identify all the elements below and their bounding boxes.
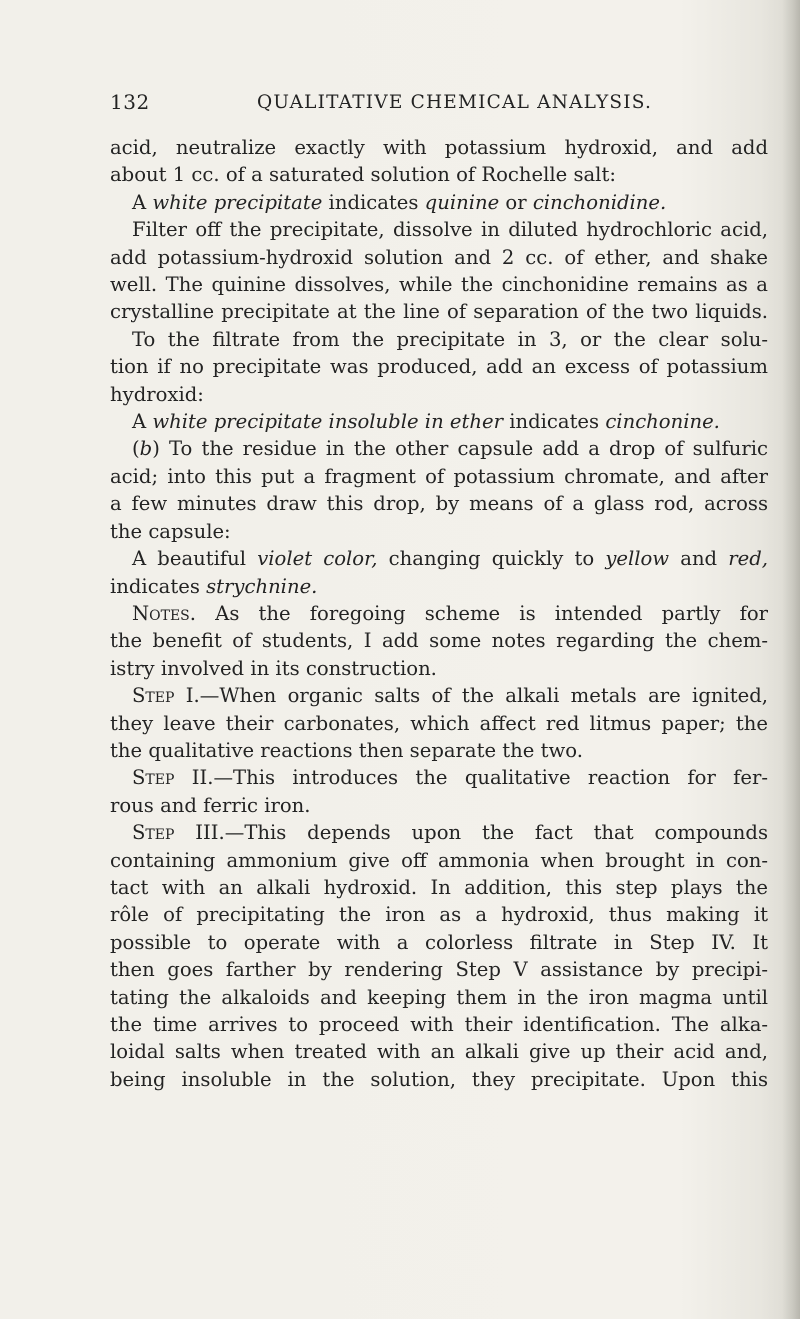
text-line: tion if no precipitate was produced, add an excess of potassium [110,355,768,379]
text-line: A beautiful violet color, changing quickly to yellow and red, [132,547,768,571]
text-line: then goes farther by rendering Step V assistance by precipi- [110,958,768,982]
text-line: tating the alkaloids and keeping them in the iron magma until [110,985,768,1009]
text-line: rous and ferric iron. [110,793,311,817]
text-line: indicates strychnine. [110,574,318,598]
running-head: QUALITATIVE CHEMICAL ANALYSIS. [257,92,653,113]
text-line: about 1 cc. of a saturated solution of Rochelle salt: [110,163,616,187]
text-line: (b) To the residue in the other capsule add a drop of sulfuric [132,437,768,461]
text-line: A white precipitate indicates quinine or cinchonidine. [132,190,667,214]
text-line: add potassium-hydroxid solution and 2 cc. of ether, and shake [110,245,768,269]
page-edge-shadow [782,0,800,1319]
text-line: they leave their carbonates, which affect red litmus paper; the [110,711,768,735]
text-line: A white precipitate insoluble in ether indicates cinchonine. [132,410,720,434]
text-line: Step III.—This depends upon the fact that compounds [132,821,768,845]
page-header [110,90,770,122]
text-line: loidal salts when treated with an alkali give up their acid and, [110,1040,768,1064]
text-line: the benefit of students, I add some notes regarding the chem- [110,629,768,653]
text-line: hydroxid: [110,382,204,406]
text-line: acid, neutralize exactly with potassium hydroxid, and add [110,136,768,159]
page-number: 132 [110,90,150,114]
text-line: well. The quinine dissolves, while the cinchonidine remains as a [110,273,768,297]
text-line: tact with an alkali hydroxid. In addition, this step plays the [110,875,768,899]
body-text [110,134,768,1093]
text-line: Step II.—This introduces the qualitative reaction for fer- [132,766,768,790]
text-line: acid; into this put a fragment of potassium chromate, and after [110,464,768,488]
text-line: the time arrives to proceed with their identification. The alka- [110,1013,768,1036]
text-line: possible to operate with a colorless filtrate in Step IV. It [110,930,768,954]
text-line: rôle of precipitating the iron as a hydroxid, thus making it [110,903,768,927]
text-line: Notes. As the foregoing scheme is intended partly for [132,601,768,625]
text-line: To the filtrate from the precipitate in 3, or the clear solu- [132,327,768,351]
text-line: Step I.—When organic salts of the alkali metals are ignited, [132,684,768,708]
text-line: Filter off the precipitate, dissolve in diluted hydrochloric acid, [132,218,768,242]
text-line: the qualitative reactions then separate the two. [110,738,583,762]
text-line: being insoluble in the solution, they precipitate. Upon this [110,1067,768,1091]
text-line: containing ammonium give off ammonia when brought in con- [110,848,768,872]
text-line: the capsule: [110,519,231,543]
text-line: a few minutes draw this drop, by means of a glass rod, across [110,492,768,516]
text-line: crystalline precipitate at the line of separation of the two liquids. [110,300,768,324]
text-line: istry involved in its construction. [110,656,437,680]
